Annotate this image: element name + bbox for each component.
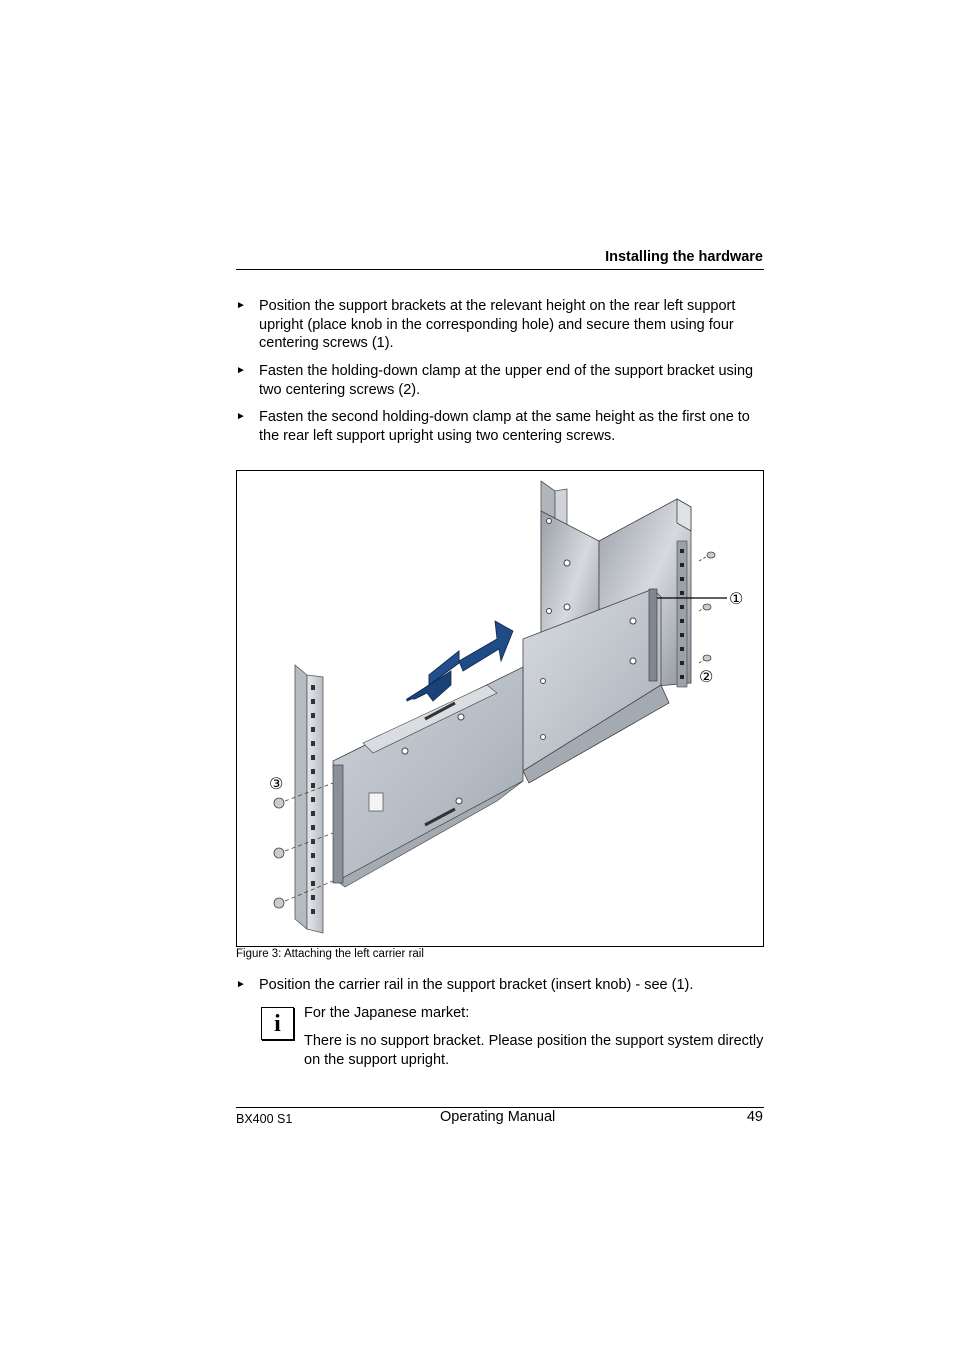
bullet-arrow-icon: ► — [236, 411, 246, 422]
figure-caption: Figure 3: Attaching the left carrier rail — [236, 948, 424, 960]
bullet-arrow-icon: ► — [236, 365, 246, 376]
instruction-text: Fasten the holding-down clamp at the upper end of the support bracket using two centering screws (2). — [259, 363, 754, 398]
instruction-text: Position the support brackets at the relevant height on the rear left support upright (place knob in the corresponding hole) and secure them using four centering screws (1). — [259, 298, 736, 351]
callout-2: ② — [699, 667, 714, 686]
footer-divider — [236, 1107, 764, 1108]
figure-frame — [236, 470, 764, 947]
bullet-arrow-icon: ► — [236, 979, 246, 990]
instruction-text: Fasten the second holding-down clamp at the same height as the first one to the rear left support upright using two centering screws. — [259, 409, 750, 444]
callout-1: ① — [729, 589, 744, 608]
note-text: There is no support bracket. Please position the support system directly on the support upright. — [304, 1033, 764, 1068]
callout-3: ③ — [269, 774, 284, 793]
footer-manual-title: Operating Manual — [440, 1109, 556, 1125]
header-divider — [236, 269, 764, 270]
note-title: For the Japanese market: — [304, 1005, 470, 1021]
instruction-step-3 — [236, 408, 764, 445]
instruction-step-2 — [236, 362, 764, 399]
centering-screws-right — [699, 552, 715, 663]
section-header-title: Installing the hardware — [605, 249, 763, 265]
page-number: 49 — [746, 1109, 763, 1125]
instruction-step-4 — [236, 976, 764, 995]
carrier-rail-front — [333, 667, 523, 887]
footer-model: BX400 S1 — [236, 1112, 293, 1126]
carrier-rail-illustration — [237, 471, 763, 946]
front-support-upright — [295, 665, 323, 933]
instruction-text: Position the carrier rail in the support bracket (insert knob) - see (1). — [259, 977, 694, 993]
instruction-step-1 — [236, 297, 764, 353]
bullet-arrow-icon: ► — [236, 300, 246, 311]
info-icon: i — [261, 1007, 294, 1040]
